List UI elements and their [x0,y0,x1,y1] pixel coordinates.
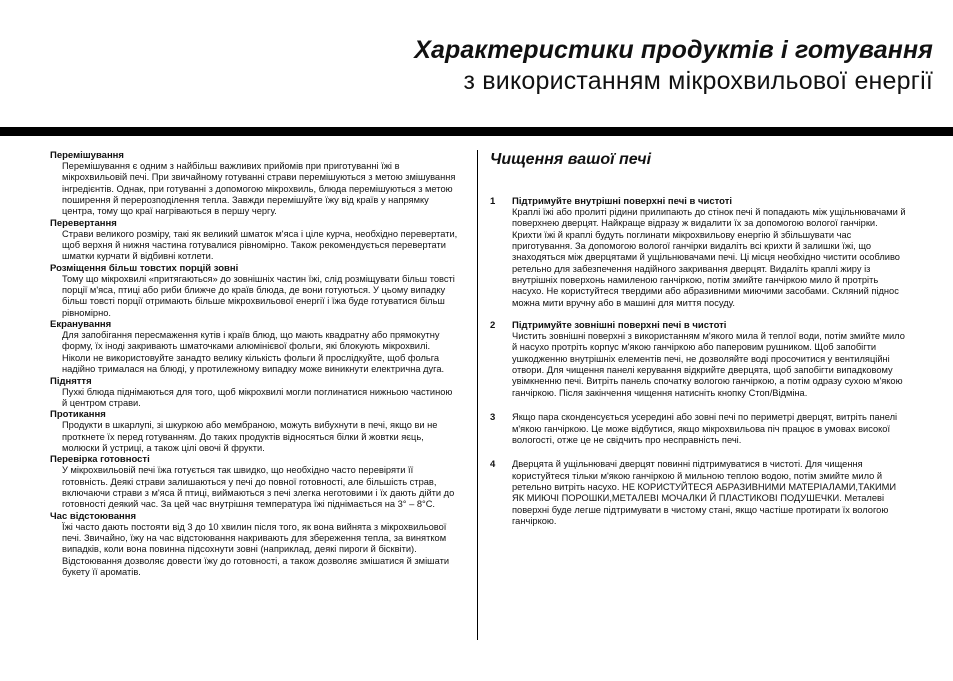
section-standing-time [50,511,460,579]
section-title: Перевертання [50,217,117,229]
section-text: Продукти в шкарлупі, зі шкуркою або мембраною, можуть вибухнути в печі, якщо ви не проткнете їх перед готуванням. До таких продуктів відносяться білки й жовтки яєць, молюски й устриці, а також цілі овочі й фрукти. [62,420,438,453]
item-number: 4 [490,459,496,471]
cleaning-item-1 [490,196,908,309]
section-text: Їжі часто дають постояти від 3 до 10 хвилин після того, як вона вийнята з мікрохвильової печі. Звичайно, їжу на час відстоювання накривають для збереження тепла, за винятком випадків, коли вона повинна підсохнути зовні (наприклад, деякі пироги й бісквіти). Відстоювання дозволяє довести їжу до готовності, а також дозволяє змішатися й змішати букету її ароматів. [62,521,450,577]
section-turning [50,218,460,263]
header-rule [0,127,953,136]
item-text: Дверцята й ущільнювачі дверцят повинні підтримуватися в чистоті. Для чищення користуйтеся тільки м'якою ганчіркою й мильною теплою водою, потім змийте мило й ретельно витріть насухо. НЕ КОРИСТУЙТЕСЯ АБРАЗИВНИМИ МАТЕРІАЛАМИ,ТАКИМИ ЯК МИЮЧІ ПОРОШКИ,МЕТАЛЕВІ МОЧАЛКИ Й ПЛАСТИКОВІ ПОДУШЕЧКИ. Металеві поверхні буде легше підтримувати в чистому стані, якщо частіше протирати їх вологою ганчіркою. [512,459,897,526]
item-number: 2 [490,320,496,332]
right-column [490,150,908,541]
section-text: Для запобігання пересмаження кутів і країв блюд, що мають квадратну або прямокутну форму, їх іноді закривають шматочками алюмінієвої фольги, які блокують мікрохвилі. Ніколи не використовуйте занадто велику кількість фольги й прослідкуйте, щоб фольга надійно трималася на блюді, у протилежному випадку може виникнути електрична дуга. [62,330,445,375]
item-text: Чистить зовнішні поверхні з використанням м'якого мила й теплої води, потім змийте мило й насухо протріть корпус м'якою ганчіркою або паперовим рушником. Щоб запобігти ушкодженню внутрішніх елементів печі, не дозволяйте воді просочитися у вентиляційні отвори. Для чищення панелі керування відкрийте дверцята, щоб запобігти випадковому увімкненню печі. Витріть панель спочатку вологою ганчіркою, а потім одразу сухою м'якою ганчіркою. Після закінчення чищення натисніть кнопку Стоп/Відміна. [512,331,905,398]
section-shielding [50,319,460,375]
section-text: Страви великого розміру, такі як великий шматок м'яса і ціле курча, необхідно перевертати, щоб верхня й нижня частина готувалися рівномірно. Також рекомендується перевертати шматки курчати й відбивні котлети. [62,228,458,262]
section-text: Пухкі блюда піднімаються для того, щоб мікрохвилі могли поглинатися нижньою частиною й центром страви. [62,386,453,408]
section-text: У мікрохвильовій печі їжа готується так швидко, що необхідно часто перевіряти її готовність. Деякі страви залишаються у печі до повної готовності, але більшість страв, включаючи страви з м'яса й птиці, виймаються з печі злегка неготовими і їх дають дійти до готовності деякий час. За цей час внутрішня температура їжі піднімається на 3° – 8°C. [62,465,455,510]
title-line-1: Характеристики продуктів і готування [414,36,933,64]
section-title: Екранування [50,319,112,331]
cleaning-item-4 [490,459,908,527]
section-text: Перемішування є одним з найбільш важливих прийомів при приготуванні їжі в мікрохвильовій печі. При звичайному готуванні страви перемішуються з метою змішування інгредієнтів. Однак, при готуванні з допомогою мікрохвиль, блюда перемішуються з метою поширення й перерозподілення тепла. Завжди перемішуйте їжу від країв у напрямку центра, тому що краї нагріваються в першу чергу. [62,161,456,217]
cleaning-item-3 [490,412,908,446]
left-column [50,150,460,578]
section-elevating [50,376,460,410]
section-stirring [50,150,460,218]
page-title [414,34,933,96]
section-title: Час відстоювання [50,510,137,522]
column-divider [477,150,478,640]
section-title: Перемішування [50,150,124,161]
section-title: Протикання [50,409,106,421]
section-arranging [50,263,460,319]
section-title: Розміщення більш товстих порцій зовні [50,262,239,274]
section-piercing [50,409,460,454]
title-line-2: з використанням мікрохвильової енергії [463,67,933,95]
item-text: Краплі їжі або пролиті рідини прилипають до стінок печі й попадають між ущільнювачами й поверхнею дверцят. Найкраще відразу ж видалити їх за допомогою вологої ганчірки. Крихти їжі й краплі будуть поглинати мікрохвильову енергію й збільшувати час приготування. За допомогою вологої ганчірки видаліть всі крихти й залишки їжі, що знаходяться між дверцятами й ущільнювачами печі. Ці місця необхідно чистити особливо ретельно для забезпечення надійного закривання дверцят. Видаліть краплі жиру із внутрішніх поверхонь намиленою ганчіркою, потім змийте ганчіркою мило й протріть насухо. Не користуйтеся твердими або абразивними миючими засобами. Скляний піднос можна мити вручну або в машині для миття посуду. [512,207,906,308]
item-number: 1 [490,196,496,207]
section-title: Підняття [50,375,92,387]
cleaning-heading: Чищення вашої печі [490,151,652,168]
item-number: 3 [490,412,496,424]
section-doneness [50,454,460,510]
item-text: Якщо пара сконденсується усередині або зовні печі по периметрі дверцят, витріть панелі м'якою ганчіркою. Це може відбутися, якщо мікрохвильова піч працює в умовах високої вологості, отже це не свідчить про несправність печі. [512,412,898,445]
item-title: Підтримуйте внутрішні поверхні печі в чистоті [512,196,733,207]
section-title: Перевірка готовності [50,454,150,466]
section-text: Тому що мікрохвилі «притягаються» до зовнішніх частин їжі, слід розміщувати більш товсті порції м'яса, птиці або риби ближче до країв блюда, де вони готуються. У цьому випадку більш товсті порції отримають більше мікрохвильової енергії і їжа буде готуватися більш рівномірно. [62,273,455,318]
item-title: Підтримуйте зовнішні поверхні печі в чистоті [512,320,727,332]
cleaning-item-2 [490,320,908,399]
